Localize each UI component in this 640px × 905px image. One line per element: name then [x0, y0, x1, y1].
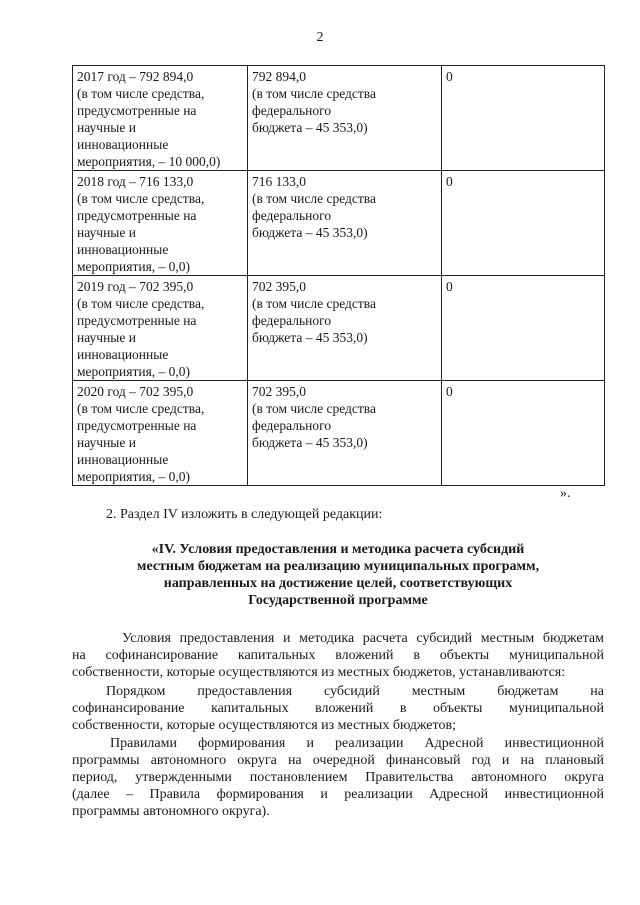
- heading-line: Государственной программе: [248, 593, 428, 608]
- paragraph-line: период, утвержденными постановлением Правительства автономного округа: [72, 770, 604, 785]
- paragraph-line: Условия предоставления и методика расчета субсидий местным бюджетам: [122, 631, 604, 646]
- cell-text-line: (в том числе средства: [252, 191, 376, 206]
- section-heading: [72, 541, 604, 609]
- cell-text-line: (в том числе средства,: [77, 191, 205, 206]
- paragraph-procedure: [72, 683, 604, 734]
- cell-text-line: 792 894,0: [252, 69, 306, 84]
- cell-text-line: 702 395,0: [252, 279, 306, 294]
- paragraph-line: Правилами формирования и реализации Адресной инвестиционной: [110, 736, 604, 751]
- cell-text-line: инновационные: [77, 347, 169, 362]
- cell-text-line: бюджета – 45 353,0): [252, 120, 368, 135]
- cell-text-line: предусмотренные на: [77, 418, 197, 433]
- cell-text-line: научные и: [77, 435, 136, 450]
- table-cell-col1: [73, 276, 248, 381]
- paragraph-line: программы автономного округа).: [72, 804, 270, 819]
- cell-text-line: инновационные: [77, 452, 169, 467]
- table-cell-col1: [73, 381, 248, 486]
- cell-text-line: инновационные: [77, 137, 169, 152]
- table-row: [73, 66, 605, 171]
- cell-text-line: федерального: [252, 313, 332, 328]
- cell-text-line: мероприятия, – 0,0): [77, 364, 191, 379]
- cell-text-line: 0: [446, 279, 453, 294]
- cell-text-line: (в том числе средства,: [77, 401, 205, 416]
- paragraph-line: (далее – Правила формирования и реализации Адресной инвестиционной: [72, 787, 604, 802]
- table-cell-col3: [442, 276, 605, 381]
- cell-text-line: бюджета – 45 353,0): [252, 225, 368, 240]
- amendment-item-2: 2. Раздел IV изложить в следующей редакции:: [106, 507, 383, 522]
- heading-line: местным бюджетам на реализацию муниципальных программ,: [136, 559, 540, 574]
- cell-text-line: 2020 год – 702 395,0: [77, 384, 194, 399]
- closing-quote: ».: [560, 486, 571, 501]
- table-row: [73, 171, 605, 276]
- paragraph-line: собственности, которые осуществляются из местных бюджетов, устанавливаются:: [72, 665, 566, 680]
- table-cell-col3: [442, 171, 605, 276]
- cell-text-line: (в том числе средства: [252, 296, 376, 311]
- cell-text-line: 2017 год – 792 894,0: [77, 69, 194, 84]
- cell-text-line: мероприятия, – 10 000,0): [77, 154, 221, 169]
- page-number: 2: [316, 30, 324, 45]
- paragraph-line: на софинансирование капитальных вложений в объекты муниципальной: [72, 648, 604, 663]
- table-row: [73, 276, 605, 381]
- cell-text-line: предусмотренные на: [77, 103, 197, 118]
- cell-text-line: федерального: [252, 208, 332, 223]
- cell-text-line: мероприятия, – 0,0): [77, 259, 191, 274]
- cell-text-line: бюджета – 45 353,0): [252, 330, 368, 345]
- cell-text-line: 702 395,0: [252, 384, 306, 399]
- cell-text-line: федерального: [252, 418, 332, 433]
- cell-text-line: 2019 год – 702 395,0: [77, 279, 194, 294]
- paragraph-line: программы автономного округа на очередной финансовый год и на плановый: [72, 753, 604, 768]
- table-cell-col2: [248, 276, 442, 381]
- table-cell-col2: [248, 66, 442, 171]
- cell-text-line: предусмотренные на: [77, 313, 197, 328]
- table-row: [73, 381, 605, 486]
- paragraph-conditions: [72, 630, 604, 681]
- table-cell-col3: [442, 66, 605, 171]
- paragraph-line: Порядком предоставления субсидий местным бюджетам на: [106, 684, 604, 699]
- cell-text-line: (в том числе средства,: [77, 296, 205, 311]
- cell-text-line: (в том числе средства,: [77, 86, 205, 101]
- cell-text-line: (в том числе средства: [252, 401, 376, 416]
- cell-text-line: предусмотренные на: [77, 208, 197, 223]
- cell-text-line: научные и: [77, 225, 136, 240]
- table-cell-col2: [248, 171, 442, 276]
- cell-text-line: 2018 год – 716 133,0: [77, 174, 194, 189]
- cell-text-line: 0: [446, 384, 453, 399]
- cell-text-line: научные и: [77, 120, 136, 135]
- cell-text-line: 0: [446, 69, 453, 84]
- table-cell-col2: [248, 381, 442, 486]
- table-cell-col1: [73, 66, 248, 171]
- paragraph-line: софинансирование капитальных вложений в объекты муниципальной: [72, 701, 604, 716]
- heading-line: направленных на достижение целей, соответствующих: [163, 576, 513, 591]
- cell-text-line: 0: [446, 174, 453, 189]
- cell-text-line: мероприятия, – 0,0): [77, 469, 191, 484]
- table-cell-col1: [73, 171, 248, 276]
- cell-text-line: бюджета – 45 353,0): [252, 435, 368, 450]
- cell-text-line: научные и: [77, 330, 136, 345]
- table-cell-col3: [442, 381, 605, 486]
- heading-line: «IV. Условия предоставления и методика расчета субсидий: [151, 542, 525, 557]
- cell-text-line: федерального: [252, 103, 332, 118]
- budget-table: [72, 65, 605, 486]
- paragraph-rules: [72, 735, 604, 820]
- cell-text-line: (в том числе средства: [252, 86, 376, 101]
- cell-text-line: 716 133,0: [252, 174, 306, 189]
- paragraph-line: собственности, которые осуществляются из местных бюджетов;: [72, 718, 456, 733]
- cell-text-line: инновационные: [77, 242, 169, 257]
